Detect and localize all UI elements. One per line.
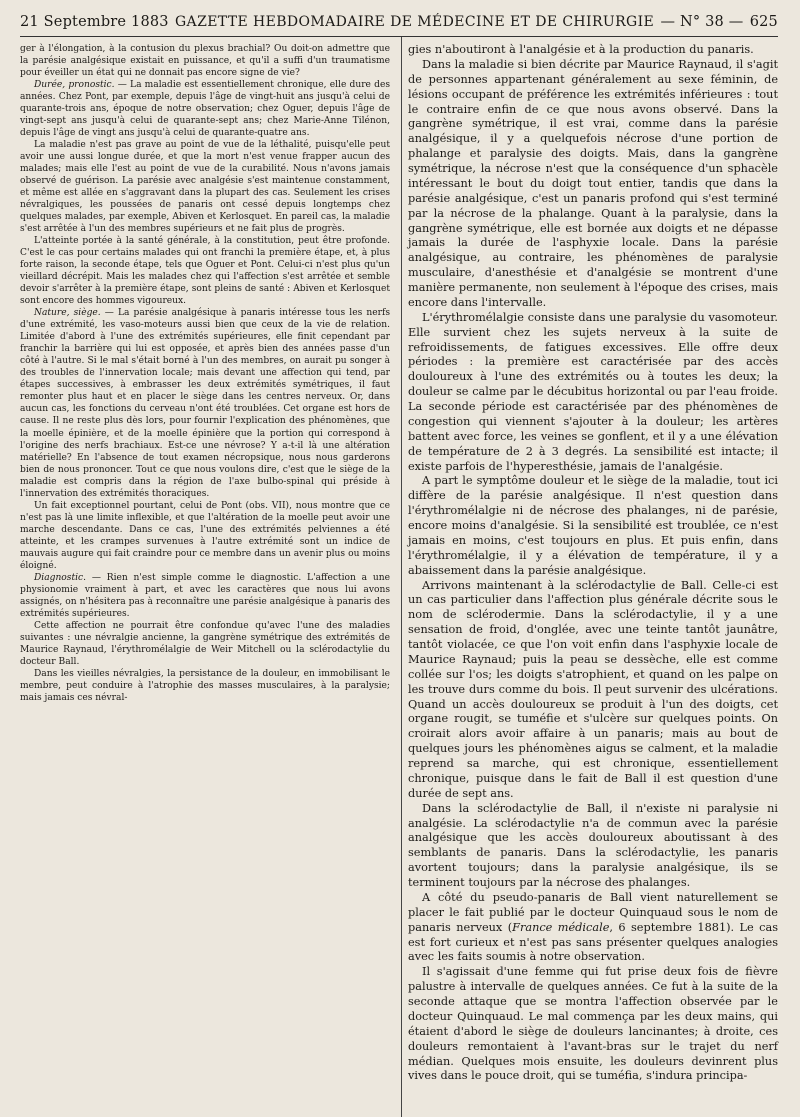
- issue-number: — N° 38 —: [660, 14, 744, 30]
- paragraph: Cette affection ne pourrait être confondue qu'avec l'une des maladies suivantes : une névralgie ancienne, la gangrène symétrique des extrémités de Maurice Raynaud, l'érythromélalgie de Weir Mitchell ou la sclérodactylie du docteur Ball.: [20, 620, 390, 667]
- paragraph: L'atteinte portée à la santé générale, à la constitution, peut être profonde. C'est le cas pour certains malades qui ont franchi la première étape, et, à plus forte raison, la seconde étape, tels que Oguer et Pont. Celui-ci n'est plus qu'un vieillard décrépit. Mais les malades chez qui l'affection s'est arrêtée et semble devoir s'arrêter à la première étape, sont pleins de santé : Abiven et Kerlosquet sont encore des hommes vigoureux.: [20, 236, 390, 307]
- text-columns: [20, 43, 778, 1084]
- paragraph: Dans les vieilles névralgies, la persistance de la douleur, en immobilisant le membre, peut conduire à l'atrophie des masses musculaires, à la paralysie; mais jamais ces névral-: [20, 668, 390, 703]
- section-heading: Durée, pronostic.: [34, 80, 115, 91]
- paragraph: Dans la sclérodactylie de Ball, il n'existe ni paralysie ni analgésie. La sclérodactylie n'a de commun avec la parésie analgésique que les accès douloureux aboutissant à des semblants de panaris. Dans la sclérodactylie, les panaris avortent toujours; dans la paralysie analgésique, ils se terminent toujours par la nécrose des phalanges.: [408, 801, 778, 889]
- paragraph: L'érythromélalgie consiste dans une paralysie du vasomoteur. Elle survient chez les sujets nerveux à la suite de refroidissements, de fatigues excessives. Elle offre deux périodes : la première est caractérisée par des accès douloureux à l'une des extrémités ou à toutes les deux; la douleur se calme par le décubitus horizontal ou par l'eau froide. La seconde période est caractérisée par des phénomènes de congestion qui viennent s'ajouter à la douleur; les artères battent avec force, les veines se gonflent, et il y a une élévation de température de 2 à 3 degrés. La sensibilité est intacte; il existe parfois de l'hyperesthésie, jamais de l'analgésie.: [408, 310, 778, 473]
- page-header: [20, 14, 778, 37]
- paragraph: A part le symptôme douleur et le siège de la maladie, tout ici diffère de la parésie analgésique. Il n'est question dans l'érythromélalgie ni de nécrose des phalanges, ni de parésie, encore moins d'analgésie. Si la sensibilité est troublée, ce n'est jamais en moins, c'est toujours en plus. Et puis enfin, dans l'érythromélalgie, il y a élévation de température, il y a abaissement dans la parésie analgésique.: [408, 474, 778, 577]
- paragraph-text: , 6 septembre 1881). Le cas est fort curieux et n'est pas sans présenter quelques analogies avec les faits soumis à notre observation.: [408, 920, 778, 964]
- left-column: [20, 43, 390, 1084]
- paragraph: gies n'aboutiront à l'analgésie et à la production du panaris.: [408, 43, 754, 56]
- page-number: 625: [749, 14, 778, 30]
- paragraph: Arrivons maintenant à la sclérodactylie de Ball. Celle-ci est un cas particulier dans l'affection plus générale décrite sous le nom de sclérodermie. Dans la sclérodactylie, il y a une sensation de froid, d'onglée, avec une teinte tantôt jaunâtre, tantôt violacée, ce que l'on voit enfin dans l'asphyxie locale de Maurice Raynaud; puis la peau se dessèche, elle est comme collée sur l'os; les doigts s'atrophient, et quand on les palpe on les trouve durs comme du bois. Il peut survenir des ulcérations. Quand un accès douloureux se produit à l'un des doigts, cet organe rougit, se tuméfie et s'ulcère sur quelques points. On croirait alors avoir affaire à un panaris; mais au bout de quelques jours les phénomènes aigus se calment, et la maladie reprend sa marche, qui est chronique, essentiellement chronique, puisque dans le fait de Ball il est question d'une durée de sept ans.: [408, 578, 778, 800]
- paragraph: ger à l'élongation, à la contusion du plexus brachial? Ou doit-on admettre que la parésie analgésique existait en puissance, et qu'il a suffi d'un traumatisme pour éveiller un état qui ne donnait pas encore signe de vie?: [20, 44, 390, 79]
- paragraph: Il s'agissait d'une femme qui fut prise deux fois de fièvre palustre à intervalle de quelques années. Ce fut à la suite de la seconde attaque que se montra l'affection observée par le docteur Quinquaud. Le mal commença par les deux mains, qui étaient d'abord le siège de douleurs lancinantes; à droite, ces douleurs remontaient à l'avant-bras sur le trajet du nerf médian. Quelques mois ensuite, les douleurs devinrent plus vives dans le pouce droit, qui se tuméfia, s'indura principa-: [408, 965, 778, 1083]
- paragraph-text: — Rien n'est simple comme le diagnostic. L'affection a une physionomie vraiment à part, et avec les caractères que nous lui avons assignés, on n'hésitera pas à reconnaître une parésie analgésique à panaris des extrémités supérieures.: [20, 572, 390, 619]
- paragraph-text: — La maladie est essentiellement chronique, elle dure des années. Chez Pont, par exemple, depuis l'âge de vingt-huit ans jusqu'à celui de quarante-trois ans, époque de notre observation; chez Oguer, depuis l'âge de vingt-sept ans jusqu'à celui de quarante-sept ans; chez Marie-Anne Tilénon, depuis l'âge de vingt ans jusqu'à celui de quarante-quatre ans.: [20, 80, 391, 139]
- paragraph: [20, 79, 390, 139]
- header-date: 21 Septembre 1883: [20, 14, 169, 30]
- paragraph-text: A côté du pseudo-panaris de Ball vient naturellement se placer le fait publié par le docteur Quinquaud sous le nom de panaris nerveux (: [408, 890, 778, 934]
- paragraph: [20, 307, 390, 499]
- paragraph: La maladie n'est pas grave au point de vue de la léthalité, puisqu'elle peut avoir une aussi longue durée, et que la mort n'est venue frapper aucun des malades; mais elle l'est au point de vue de la curabilité. Nous n'avons jamais observé de guérison. La parésie avec analgésie s'est maintenue constamment, et même est allée en s'aggravant dans la plupart des cas. Seulement les crises névralgiques, les poussées de panaris ont cessé depuis longtemps chez quelques malades, par exemple, Abiven et Kerlosquet. En pareil cas, la maladie s'est arrêtée à l'un des membres supérieurs et ne fait plus de progrès.: [20, 140, 390, 235]
- paragraph: [20, 572, 390, 620]
- right-column: [408, 43, 778, 1084]
- paragraph: Dans la maladie si bien décrite par Maurice Raynaud, il s'agit de personnes appartenant généralement au sexe féminin, de lésions occupant de préférence les extrémités inférieures : tout le contraire enfin de ce que nous avons observé. Dans la gangrène symétrique, il est vrai, comme dans la parésie analgésique, il y a quelquefois nécrose d'une portion de phalange et paralysie des doigts. Mais, dans la gangrène symétrique, la nécrose n'est que la conséquence d'un sphacèle intéressant le bout du doigt tout entier, tandis que dans la parésie analgésique, c'est un panaris profond qui s'est terminé par la nécrose de la phalange. Quant à la paralysie, dans la gangrène symétrique, elle est bornée aux doigts et ne dépasse jamais la durée de l'asphyxie locale. Dans la parésie analgésique, au contraire, les phénomènes de paralysie musculaire, d'anesthésie et d'analgésie se montrent d'une manière permanente, non seulement à l'époque des crises, mais encore dans l'intervalle.: [408, 57, 778, 309]
- column-divider: [401, 37, 402, 1117]
- section-heading: Nature, siège.: [34, 308, 101, 319]
- journal-title: GAZETTE HEBDOMADAIRE DE MÉDECINE ET DE CHIRURGIE: [174, 14, 655, 30]
- paragraph-text: — La parésie analgésique à panaris intéresse tous les nerfs d'une extrémité, les vaso-moteurs aussi bien que ceux de la vie de relation. Limitée d'abord à l'une des extrémités supérieures, elle finit cependant par franchir la barrière qui lui est opposée, et après bien des années passe d'un côté à l'autre. Si le mal s'était borné à l'un des membres, on aurait pu songer à des troubles de l'innervation locale; mais devant une affection qui tend, par étapes successives, à embrasser les deux extrémités symétriques, il faut remonter plus haut et en placer le siège dans les centres nerveux. Or, dans aucun cas, les fonctions du cerveau n'ont été troublées. Cet organe est hors de cause. Il ne reste plus dès lors, pour fournir l'explication des phénomènes, que la moelle épinière, et de la moelle épinière que la portion qui correspond à l'origine des nerfs brachiaux. Est-ce une névrose? Y a-t-il là une altération matérielle? En l'absence de tout examen nécropsique, nous nous garderons bien de nous prononcer. Tout ce que nous voulons dire, c'est que le siège de la maladie est compris dans la région de l'axe bulbo-spinal qui préside à l'innervation des extrémités thoraciques.: [20, 308, 390, 499]
- paragraph: Un fait exceptionnel pourtant, celui de Pont (obs. VII), nous montre que ce n'est pas là une limite inflexible, et que l'altération de la moelle peut avoir une marche descendante. Dans ce cas, l'une des extrémités pelviennes a été atteinte, et les crampes survenues à l'autre extrémité sont un indice de mauvais augure qui fait craindre pour ce membre dans un avenir plus ou moins éloigné.: [20, 500, 390, 571]
- paragraph: [408, 891, 778, 965]
- journal-citation: France médicale: [512, 920, 610, 934]
- section-heading: Diagnostic.: [34, 572, 86, 583]
